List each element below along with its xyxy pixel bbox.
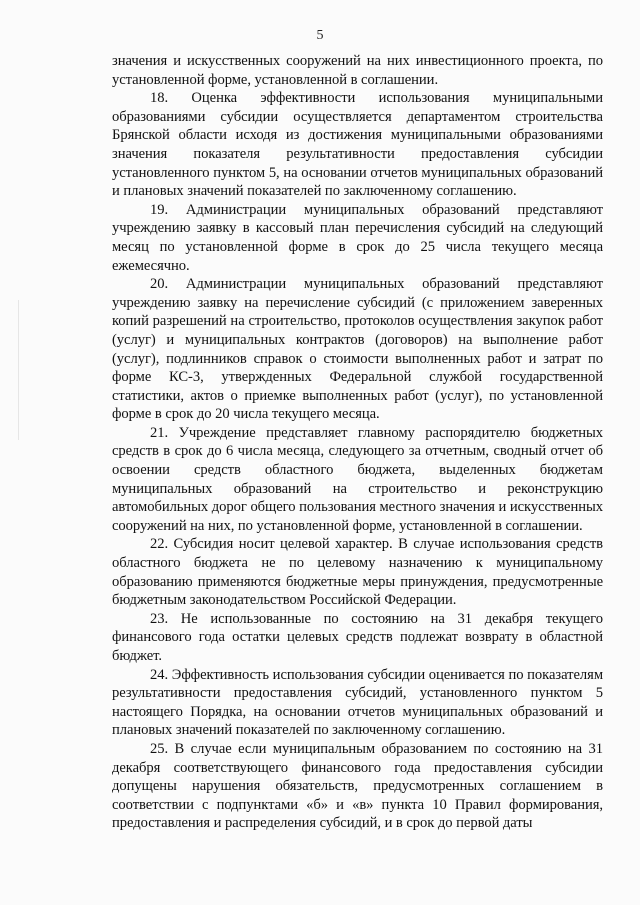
paragraph-24: 24. Эффективность использования субсидии оценивается по показателям результативности предоставления субсидий, установленного пунктом 5 настоящего Порядка, на основании отчетов муниципальных образований и плановых значений показателей по заключенному соглашению. [112,666,603,739]
page-number: 5 [316,28,324,43]
paragraph-25: 25. В случае если муниципальным образованием по состоянию на 31 декабря соответствующего финансового года предоставления субсидии допущены нарушения обязательств, предусмотренных соглашением в соответствии с подпунктами «б» и «в» пункта 10 Правил формирования, предоставления и распределения субсидий, и в срок до первой даты [112,740,603,832]
paragraph-22: 22. Субсидия носит целевой характер. В случае использования средств областного бюджета не по целевому назначению к муниципальному образованию применяются бюджетные меры принуждения, предусмотренные бюджетным законодательством Российской Федерации. [112,536,603,609]
paragraph-23: 23. Не использованные по состоянию на 31 декабря текущего финансового года остатки целевых средств подлежат возврату в областной бюджет. [112,610,603,664]
paragraph-19: 19. Администрации муниципальных образований представляют учреждению заявку в кассовый план перечисления субсидий на следующий месяц по установленной форме в срок до 25 числа текущего месяца ежемесячно. [112,201,603,274]
scan-margin-line [18,300,19,440]
paragraph-18: 18. Оценка эффективности использования муниципальными образованиями субсидии осуществляется департаментом строительства Брянской области исходя из достижения муниципальными образованиями значения показателя результативности предоставления субсидии установленного пунктом 5, на основании отчетов муниципальных образований и плановых значений показателей по заключенному соглашению. [112,90,603,200]
paragraph-21: 21. Учреждение представляет главному распорядителю бюджетных средств в срок до 6 числа месяца, следующего за отчетным, сводный отчет об освоении средств областного бюджета, выделенных бюджетам муниципальных образований на строительство и реконструкцию автомобильных дорог общего пользования местного значения и искусственных сооружений на них, по установленной форме, установленной в соглашении. [112,424,603,534]
paragraph-continuation: значения и искусственных сооружений на них инвестиционного проекта, по установленной форме, установленной в соглашении. [112,53,603,88]
paragraph-20: 20. Администрации муниципальных образований представляют учреждению заявку на перечисление субсидий (с приложением заверенных копий разрешений на строительство, протоколов осуществления закупок работ (услуг) и муниципальных контрактов (договоров) на выполнение работ (услуг), подлинников справок о стоимости выполненных работ и затрат по форме КС-3, утвержденных Федеральной службой государственной статистики, актов о приемке выполненных работ (услуг), по установленной форме в срок до 20 числа текущего месяца. [112,276,603,423]
document-body [112,52,603,833]
